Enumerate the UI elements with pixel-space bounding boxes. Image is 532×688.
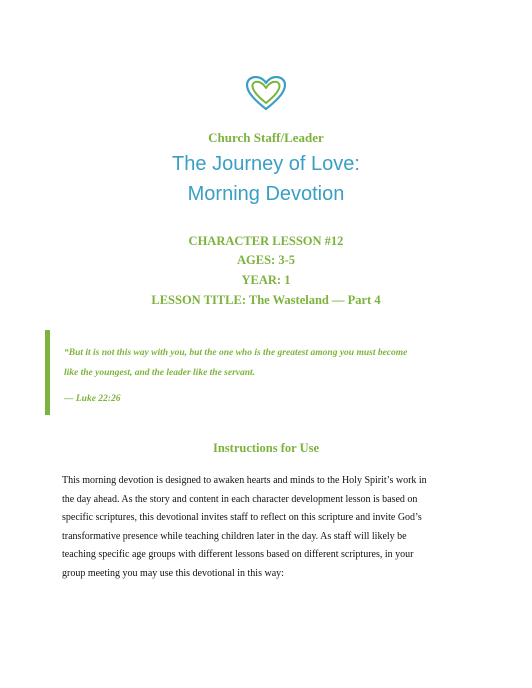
document-title: The Journey of Love:: [172, 153, 360, 175]
instructions-paragraph: [62, 472, 482, 583]
lesson-title: LESSON TITLE: The Wasteland — Part 4: [151, 293, 381, 307]
year-label: YEAR: 1: [241, 273, 291, 287]
ages-label: AGES: 3-5: [237, 253, 295, 267]
paragraph-line: This morning devotion is designed to awaken hearts and minds to the Holy Spirit’s work in: [62, 475, 427, 486]
scripture-citation: — Luke 22:26: [64, 394, 121, 404]
paragraph-line: transformative presence while teaching children later in the day. As staff will likely be: [62, 530, 407, 542]
audience-label: Church Staff/Leader: [208, 130, 324, 145]
character-lesson-number: CHARACTER LESSON #12: [188, 234, 344, 248]
quote-line: “But it is not this way with you, but the one who is the greatest among you must become: [64, 348, 408, 358]
paragraph-line: group meeting you may use this devotional in this way:: [62, 567, 284, 579]
document-subtitle: Morning Devotion: [187, 183, 345, 205]
paragraph-line: teaching specific age groups with different lessons based on different scriptures, in your: [62, 549, 414, 560]
heart-logo-icon: [246, 76, 286, 112]
quote-accent-bar: [45, 330, 50, 415]
paragraph-line: specific scriptures, this devotional invites staff to reflect on this scripture and invite God’s: [62, 512, 422, 523]
instructions-heading: Instructions for Use: [212, 441, 320, 455]
paragraph-line: the day ahead. As the story and content in each character development lesson is based on: [62, 493, 418, 505]
quote-line: like the youngest, and the leader like the servant.: [64, 368, 256, 378]
scripture-quote: [64, 343, 484, 383]
